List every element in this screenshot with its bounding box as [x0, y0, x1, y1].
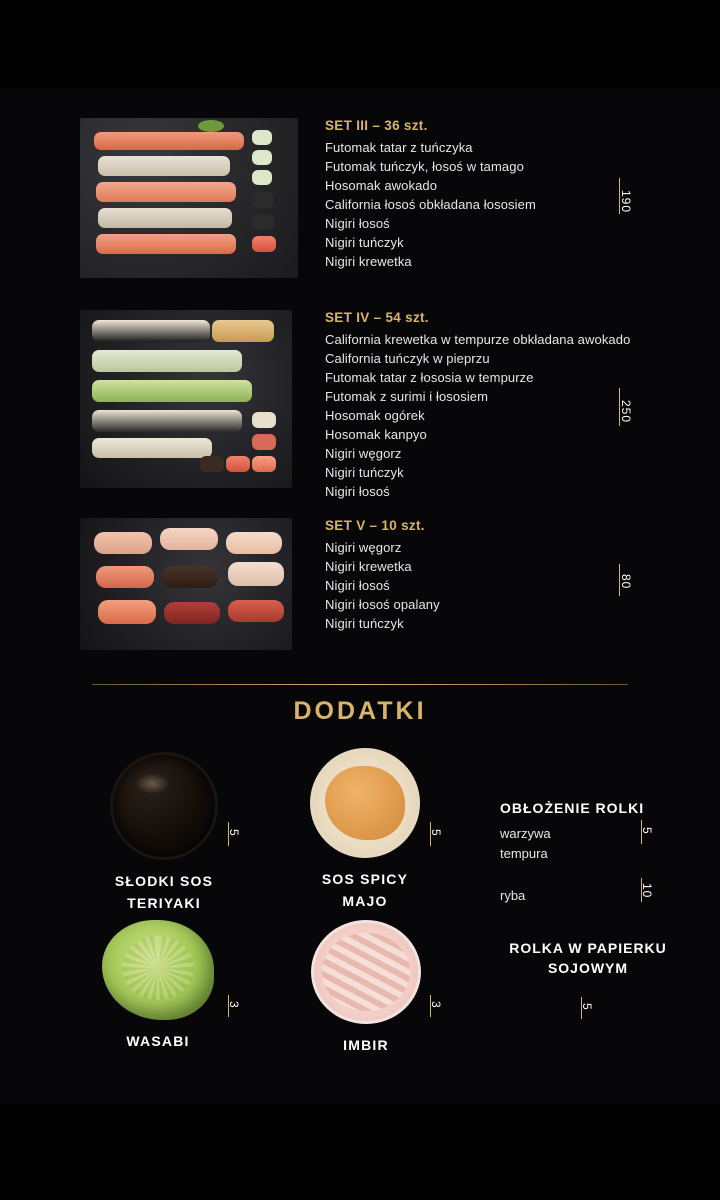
- addon-price: 3: [429, 1001, 443, 1009]
- set-item: Nigiri krewetka: [325, 254, 412, 269]
- set-row-1: [0, 118, 720, 288]
- extra-price: 5: [580, 1003, 594, 1011]
- addon-label: IMBIR: [343, 1037, 389, 1053]
- extra-rolka-w-papierku: [498, 938, 678, 978]
- set-photo-2: [80, 310, 292, 488]
- set-item: California krewetka w tempurze obkładana awokado: [325, 332, 631, 347]
- addon-label: WASABI: [126, 1033, 190, 1049]
- addon-imbir: [306, 920, 426, 1056]
- extra-title: OBŁOŻENIE ROLKI: [500, 800, 645, 816]
- set-row-3: [0, 518, 720, 658]
- set-item: Nigiri tuńczyk: [325, 465, 404, 480]
- set-item: Futomak tatar z łososia w tempurze: [325, 370, 534, 385]
- set-item: Nigiri węgorz: [325, 540, 402, 555]
- set-price: 190: [619, 190, 633, 214]
- set-item: Nigiri łosoś: [325, 484, 390, 499]
- addon-spicy-majo: [305, 748, 425, 912]
- sauce-bowl-icon: [310, 748, 420, 858]
- set-item: Futomak tuńczyk, łosoś w tamago: [325, 159, 524, 174]
- set-item: Nigiri tuńczyk: [325, 235, 404, 250]
- set-title: SET III – 36 szt.: [325, 118, 428, 133]
- extra-item: warzywa: [500, 826, 551, 841]
- extra-price: 5: [640, 827, 654, 835]
- sauce-bowl-icon: [110, 752, 218, 860]
- set-item: Hosomak awokado: [325, 178, 438, 193]
- set-item: Futomak z surimi i łososiem: [325, 389, 489, 404]
- set-photo-1: [80, 118, 298, 278]
- set-item: Nigiri krewetka: [325, 559, 412, 574]
- set-item: Nigiri łosoś: [325, 578, 390, 593]
- set-item: Nigiri węgorz: [325, 446, 402, 461]
- addon-label: SŁODKI SOS TERIYAKI: [114, 873, 214, 911]
- set-title: SET IV – 54 szt.: [325, 310, 429, 325]
- set-item: Nigiri łosoś: [325, 216, 390, 231]
- ginger-bowl-icon: [311, 920, 421, 1024]
- addon-teriyaki: [104, 752, 224, 914]
- set-row-2: [0, 310, 720, 505]
- addon-wasabi: [98, 920, 218, 1052]
- set-item: California łosoś obkładana łososiem: [325, 197, 536, 212]
- addon-label: SOS SPICY MAJO: [321, 871, 409, 909]
- section-divider: [92, 684, 628, 685]
- addon-price: 5: [227, 829, 241, 837]
- set-price: 80: [619, 574, 633, 590]
- set-item: California tuńczyk w pieprzu: [325, 351, 490, 366]
- set-photo-3: [80, 518, 292, 650]
- extra-title: ROLKA W PAPIERKU: [509, 940, 667, 956]
- addon-price: 5: [429, 829, 443, 837]
- extra-price: 10: [640, 883, 654, 899]
- set-item: Nigiri łosoś opalany: [325, 597, 440, 612]
- set-title: SET V – 10 szt.: [325, 518, 425, 533]
- addon-price: 3: [227, 1001, 241, 1009]
- extra-title: SOJOWYM: [547, 960, 629, 976]
- extra-item: tempura: [500, 846, 548, 861]
- bottom-letterbox-bar: [0, 1104, 720, 1200]
- set-item: Hosomak kanpyo: [325, 427, 427, 442]
- extra-item: ryba: [500, 888, 526, 903]
- dodatki-heading: DODATKI: [293, 697, 427, 725]
- top-letterbox-bar: [0, 0, 720, 88]
- wasabi-icon: [102, 920, 214, 1020]
- set-item: Nigiri tuńczyk: [325, 616, 404, 631]
- set-item: Hosomak ogórek: [325, 408, 425, 423]
- set-item: Futomak tatar z tuńczyka: [325, 140, 473, 155]
- set-price: 250: [619, 400, 633, 424]
